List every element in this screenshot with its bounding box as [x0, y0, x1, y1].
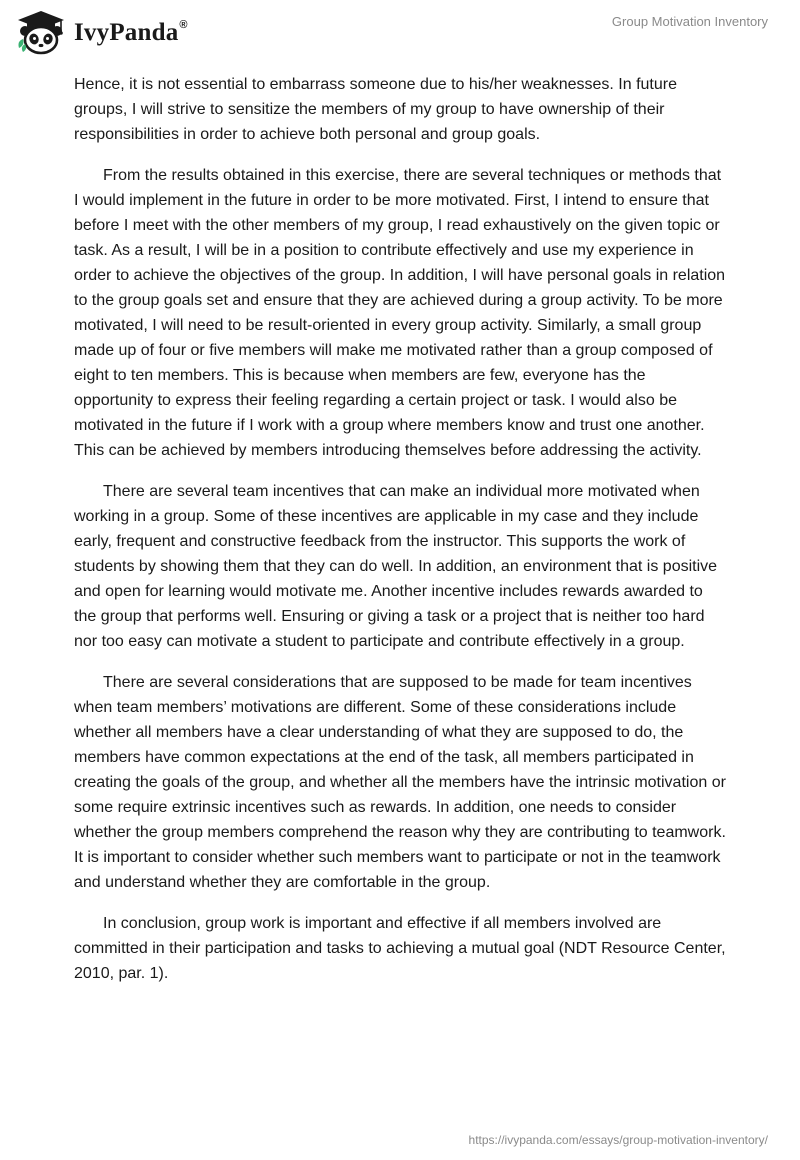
source-url-link[interactable]: https://ivypanda.com/essays/group-motivation-inventory/ [468, 1133, 768, 1147]
paragraph-5: In conclusion, group work is important and effective if all members involved are committed in their participation and tasks to achieving a mutual goal (NDT Resource Center, 2010, par. 1). [74, 915, 726, 982]
paragraph-2: From the results obtained in this exercise, there are several techniques or methods that I would implement in the future in order to be more motivated. First, I intend to ensure that before I meet with the other members of my group, I read exhaustively on the given topic or task. As a result, I will be in a position to contribute effectively and use my experience in order to achieve the objectives of the group. In addition, I will have personal goals in relation to the group goals set and ensure that they are achieved during a group activity. To be more motivated, I will need to be result-oriented in every group activity. Similarly, a small group made up of four or five members will make me motivated rather than a group composed of eight to ten members. This is because when members are few, everyone has the opportunity to express their feeling regarding a certain project or task. I would also be motivated in the future if I work with a group where members know and trust one another. This can be achieved by members introducing themselves before addressing the activity. [74, 167, 726, 459]
brand-reg-mark: ® [179, 18, 188, 31]
paragraph-1: Hence, it is not essential to embarrass someone due to his/her weaknesses. In future groups, I will strive to sensitize the members of my group to have ownership of their responsibilities in order to achieve both personal and group goals. [74, 76, 677, 143]
document-title: Group Motivation Inventory [611, 14, 768, 29]
brand-logo-link[interactable] [14, 8, 188, 56]
brand-name: IvyPanda® [74, 18, 188, 46]
page-header [0, 0, 800, 64]
panda-graduation-cap-icon [14, 8, 68, 56]
paragraph-4: There are several considerations that are supposed to be made for team incentives when team members’ motivations are different. Some of these considerations include whether all members have a clear understanding of what they are supposed to do, the members have common expectations at the end of the task, all members participated in creating the goals of the group, and whether all the members have the intrinsic motivation or some require extrinsic incentives such as rewards. In addition, one needs to consider whether the group members comprehend the reason why they are contributing to teamwork. It is important to consider whether such members want to participate or not in the teamwork and understand whether they are comfortable in the group. [74, 674, 726, 891]
essay-body [74, 72, 726, 1002]
paragraph-3: There are several team incentives that can make an individual more motivated when working in a group. Some of these incentives are applicable in my case and they include early, frequent and constructive feedback from the instructor. This supports the work of students by showing them that they can do well. In addition, an environment that is positive and open for learning would motivate me. Another incentive includes rewards awarded to the group that performs well. Ensuring or giving a task or a project that is neither too hard nor too easy can motivate a student to participate and contribute effectively in a group. [74, 483, 718, 650]
